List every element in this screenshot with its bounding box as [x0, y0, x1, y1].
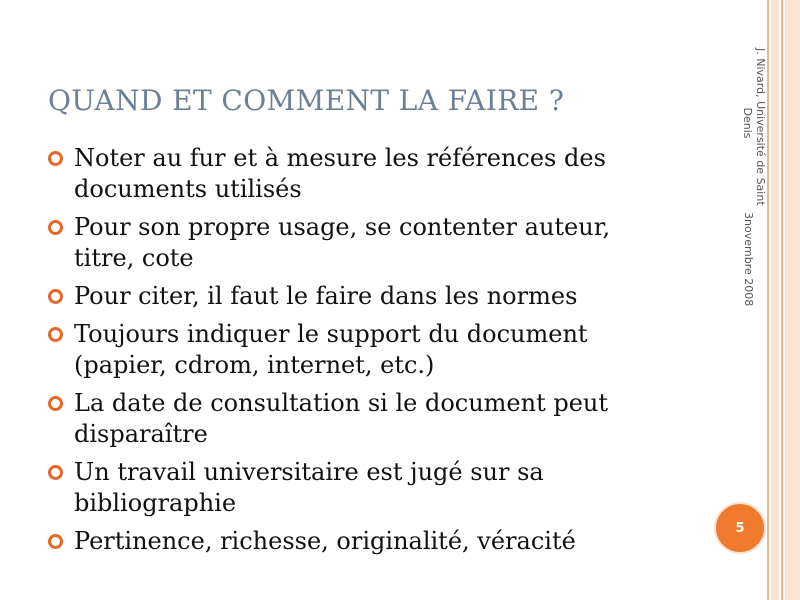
- bullet-marker-icon: [48, 151, 63, 166]
- bullet-list: [48, 143, 688, 564]
- bullet-line: (papier, cdrom, internet, etc.): [74, 351, 435, 379]
- bullet-line: Pertinence, richesse, originalité, véracité: [74, 527, 576, 555]
- bullet-line: Pour citer, il faut le faire dans les normes: [74, 282, 578, 310]
- author-footer: [741, 48, 767, 206]
- bullet-marker-icon: [48, 220, 63, 235]
- bullet-item: [48, 388, 688, 450]
- decorative-stripe: [785, 0, 800, 600]
- slide-title: QUAND ET COMMENT LA FAIRE ?: [48, 84, 565, 117]
- bullet-line: titre, cote: [74, 244, 194, 272]
- bullet-line: disparaître: [74, 420, 208, 448]
- bullet-item: [48, 212, 688, 274]
- bullet-marker-icon: [48, 289, 63, 304]
- bullet-line: La date de consultation si le document peut: [74, 389, 609, 417]
- date-footer: 3novembre 2008: [742, 212, 755, 307]
- bullet-marker-icon: [48, 534, 63, 549]
- bullet-line: Noter au fur et à mesure les références des: [74, 144, 606, 172]
- bullet-marker-icon: [48, 396, 63, 411]
- bullet-line: bibliographie: [74, 489, 237, 517]
- bullet-line: Pour son propre usage, se contenter auteur,: [74, 213, 611, 241]
- decorative-stripe: [767, 0, 769, 600]
- bullet-item: [48, 143, 688, 205]
- bullet-line: Un travail universitaire est jugé sur sa: [74, 458, 544, 486]
- bullet-marker-icon: [48, 327, 63, 342]
- bullet-item: [48, 281, 688, 312]
- bullet-item: [48, 457, 688, 519]
- author-line: Denis: [741, 107, 754, 139]
- bullet-item: [48, 526, 688, 557]
- bullet-marker-icon: [48, 465, 63, 480]
- author-line: J. Nivard, Université de Saint: [754, 48, 767, 206]
- page-number-badge: 5: [714, 502, 766, 554]
- bullet-line: Toujours indiquer le support du document: [74, 320, 588, 348]
- decorative-stripe: [781, 0, 783, 600]
- decorative-stripe: [771, 0, 779, 600]
- bullet-line: documents utilisés: [74, 175, 302, 203]
- bullet-item: [48, 319, 688, 381]
